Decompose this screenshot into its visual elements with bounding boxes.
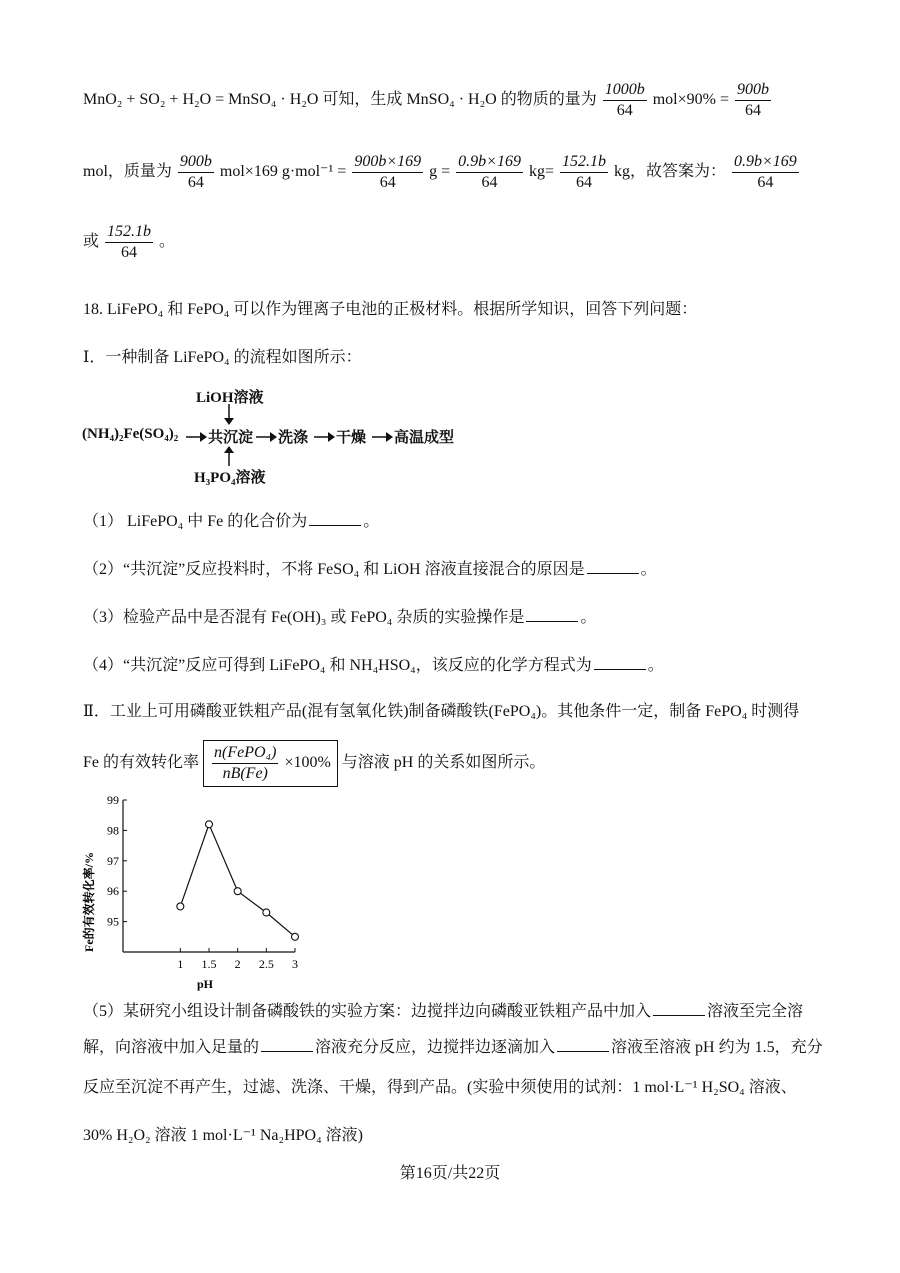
chart-data-point [206, 821, 213, 828]
formula-bracket: $\frac{\text{n(FePO₄)}}{nB(Fe)}$ ×100% [203, 740, 338, 787]
part-2-heading: Ⅱ．工业上可用磷酸亚铁粗产品(混有氢氧化铁)制备磷酸铁(FePO₄)。其他条件一定，制备 FePO₄ 时测得 [83, 703, 800, 720]
part-2-formula-line: Fe 的有效转化率 $\frac{\text{n(FePO₄)}}{nB(Fe)}$ ×100% 与溶液 pH 的关系如图所示。 [83, 740, 545, 787]
sub-question-4: （4）“共沉淀”反应可得到 LiFePO₄ 和 NH₄HSO₄，该反应的化学方程式为 。 [83, 657, 664, 674]
chart-data-point [292, 933, 299, 940]
up-arrow-icon [222, 446, 236, 466]
fraction: $\frac{900b}{64}$ [179, 153, 212, 191]
chart-y-axis-label: Fe的有效转化率/% [82, 852, 96, 952]
right-arrow-icon [256, 431, 278, 443]
sub-question-2: （2）“共沉淀”反应投料时，不将 FeSO₄ 和 LiOH 溶液直接混合的原因是 。 [83, 561, 657, 578]
chart-x-tick-label: 2.5 [258, 957, 274, 971]
chart-series-line [180, 824, 295, 936]
answer-blank [557, 1051, 609, 1052]
fraction: $\frac{1000b}{64}$ [604, 81, 645, 119]
page-footer: 第16页/共22页 [399, 1165, 501, 1182]
line-3: 或 $\frac{152.1b}{64}$ 。 [83, 223, 176, 261]
chart-x-tick-label: 1.5 [201, 957, 217, 971]
fraction: $\frac{900b\times 169}{64}$ [354, 153, 422, 191]
answer-blank [309, 525, 361, 526]
fraction: $\frac{152.1b}{64}$ [107, 223, 152, 261]
answer-blank [653, 1015, 705, 1016]
line-2: mol，质量为 $\frac{900b}{64}$ mol×169 g·mol⁻¹ = $\frac{900b\times 169}{64}$ g = $\frac{0.9b\times 169}{64}$ kg= $\frac{152.1b}{64}$ kg，故答案为： $\frac{0.9b\times 169}{64}$ [83, 153, 797, 191]
chart-data-point [234, 888, 241, 895]
chart-x-tick-label: 3 [292, 957, 298, 971]
sub-question-5-line-4: 30% H₂O₂ 溶液 1 mol·L⁻¹ Na₂HPO₄ 溶液) [83, 1127, 363, 1144]
chart-x-tick-label: 2 [234, 957, 241, 971]
question-18: 18. LiFePO₄ 和 FePO₄ 可以作为锂离子电池的正极材料。根据所学知识，回答下列问题： [83, 301, 698, 318]
chart-y-tick-label: 99 [107, 796, 119, 807]
fraction: $\frac{0.9b\times 169}{64}$ [733, 153, 797, 191]
right-arrow-icon [314, 431, 336, 443]
answer-blank [526, 621, 578, 622]
answer-blank [261, 1051, 313, 1052]
fraction: $\frac{900b}{64}$ [737, 81, 769, 119]
flow-step-wash: 洗涤 [278, 430, 309, 446]
conversion-rate-chart [78, 796, 318, 992]
down-arrow-icon [222, 404, 236, 426]
chart-y-tick-label: 97 [107, 853, 119, 868]
answer-blank [594, 669, 646, 670]
fraction: $\frac{152.1b}{64}$ [561, 153, 606, 191]
right-arrow-icon [186, 431, 208, 443]
sub-question-5-line-2: 解，向溶液中加入足量的 溶液充分反应，边搅拌边逐滴加入 溶液至溶液 pH 约为 1.5，充分 [83, 1039, 823, 1056]
chart-y-tick-label: 95 [107, 914, 119, 929]
line-1: MnO₂ + SO₂ + H₂O = MnSO₄ · H₂O 可知，生成 MnSO₄ · H₂O 的物质的量为 $\frac{1000b}{64}$ mol×90% = $\frac{900b}{64}$ [83, 81, 769, 119]
flow-step-coprecipitation: 共沉淀 [208, 430, 254, 446]
sub-question-1: （1） LiFePO₄ 中 Fe 的化合价为 。 [83, 513, 380, 530]
flow-bottom-reagent: H₃PO₄溶液 [194, 470, 266, 486]
answer-blank [587, 573, 639, 574]
chart-x-tick-label: 1 [177, 957, 184, 971]
fraction: $\frac{0.9b\times 169}{64}$ [458, 153, 521, 191]
reaction-equation: MnO₂ + SO₂ + H₂O = MnSO₄ · H₂O [83, 91, 319, 109]
chart-y-tick-label: 98 [107, 823, 119, 838]
part-1-heading: Ⅰ．一种制备 LiFePO₄ 的流程如图所示： [83, 349, 362, 366]
right-arrow-icon [372, 431, 394, 443]
flow-top-reagent: LiOH溶液 [196, 390, 264, 406]
sub-question-3: （3）检验产品中是否混有 Fe(OH)₃ 或 FePO₄ 杂质的实验操作是 。 [83, 609, 597, 626]
flow-start: (NH₄)₂Fe(SO₄)₂ [82, 426, 179, 442]
chart-x-axis-label: pH [196, 977, 214, 991]
flow-step-dry: 干燥 [336, 430, 367, 446]
sub-question-5-line-1: （5）某研究小组设计制备磷酸铁的实验方案：边搅拌边向磷酸亚铁粗产品中加入 溶液至完全溶 [83, 1003, 804, 1020]
chart-y-tick-label: 96 [107, 884, 119, 899]
chart-data-point [263, 909, 270, 916]
sub-question-5-line-3: 反应至沉淀不再产生，过滤、洗涤、干燥，得到产品。(实验中须使用的试剂：1 mol·L⁻¹ H₂SO₄ 溶液、 [83, 1079, 797, 1096]
chart-data-point [177, 903, 184, 910]
flow-step-sinter: 高温成型 [394, 430, 455, 446]
